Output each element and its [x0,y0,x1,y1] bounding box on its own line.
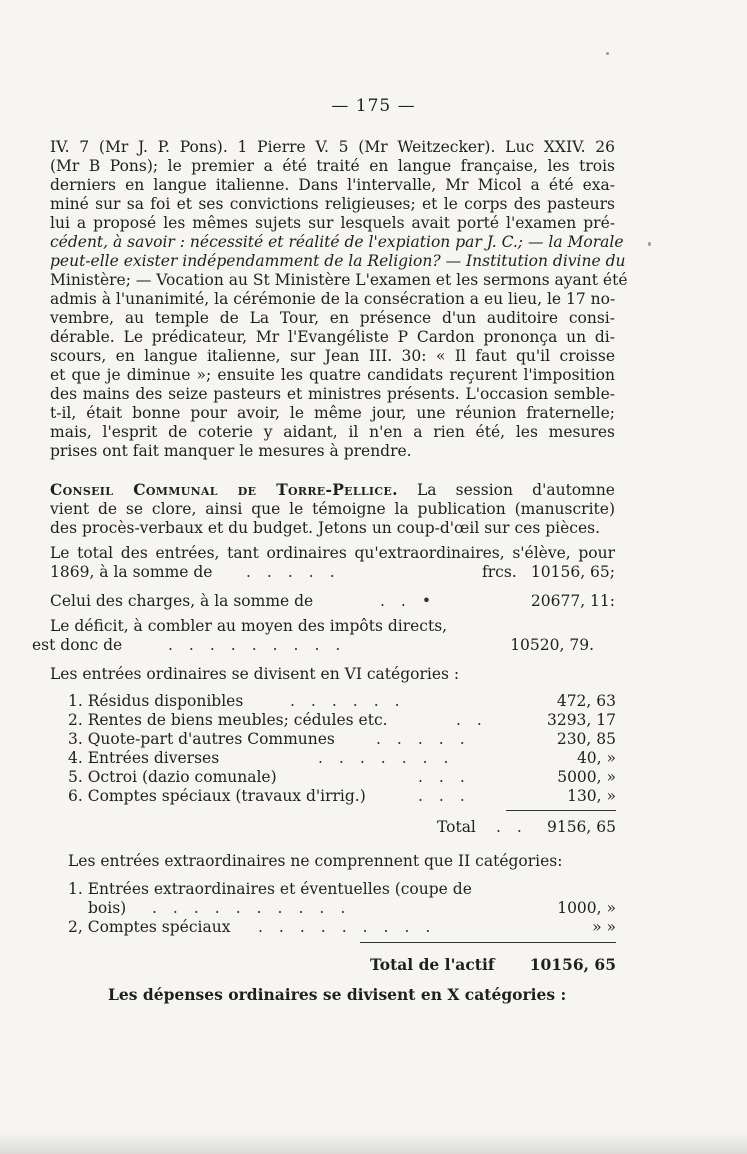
section-heading: Conseil Communal de Torre-Pellice. [50,480,398,499]
extraordinaires-item: bois) .......... 1000, » [88,899,616,917]
paper-speck [648,242,651,246]
actif-total-value: 10156, 65 [529,955,616,974]
extraordinaires-item: 2, Comptes spéciaux ......... » » [68,918,616,936]
ordinaires-header: Les entrées ordinaires se divisent en VI catégories : [50,665,460,683]
text-line: scours, en langue italienne, sur Jean III. 30: « Il faut qu'il croisse [50,347,615,365]
currency-unit: frcs. [482,563,517,581]
page-number: — 175 — [331,96,416,116]
text-line: IV. 7 (Mr J. P. Pons). 1 Pierre V. 5 (Mr Weitzecker). Luc XXIV. 26 [50,138,615,156]
text-line: Ministère; — Vocation au St Ministère L'examen et les sermons ayant été [50,271,628,289]
conseil-paragraph [50,480,615,538]
sum-rule [360,942,616,943]
text-line: et que je diminue »; ensuite les quatre candidats reçurent l'imposition [50,366,615,384]
text-line: miné sur sa foi et ses convictions religieuses; et le corps des pasteurs [50,195,615,213]
depenses-header: Les dépenses ordinaires se divisent en X catégories : [108,985,567,1004]
text-line: dérable. Le prédicateur, Mr l'Evangéliste P Cardon prononça un di- [50,328,615,346]
ordinaires-item: 5. Octroi (dazio comunale) ... 5000, » [68,768,616,786]
ordinaires-item: 6. Comptes spéciaux (travaux d'irrig.) ... 130, » [68,787,616,805]
entrees-total-value: 10156, 65; [530,563,615,581]
text-line: vient de se clore, ainsi que le témoigne la publication (manuscrite) [50,500,615,518]
intro-paragraph [50,138,628,461]
book-page: — 175 — IV. 7 (Mr J. P. Pons). 1 Pierre V. 5 (Mr Weitzecker). Luc XXIV. 26 (Mr B Pons); le premier a été traité en langue française, les trois derniers en langue italienne. Dans l'intervalle, Mr Micol a été exa- miné sur sa foi et ses convictions religieuses; et le corps des pasteurs lui a proposé les mêmes sujets sur lesquels avait porté l'examen pré- cédent, à savoir : nécessité et réalité de l'expiation par J. C.; — la Morale peut-elle exister indépendamment de la Religion? — Institution divine du Ministère; — Vocation au St Ministère L'examen et les sermons ayant été admis à l'unanimité, la cérémonie de la consécration a eu lieu, le 17 no- vembre, au temple de La Tour, en présence d'un auditoire consi- dérable. Le prédicateur, Mr l'Evangéliste P Cardon prononça un di- scours, en langue italienne, sur Jean III. 30: « Il faut qu'il croisse et que je diminue »; ensuite les quatre candidats reçurent l'imposition des mains des seize pasteurs et ministres présents. L'occasion semble- t-il, était bonne pour avoir, le même jour, une réunion fraternelle; mais, l'esprit de coterie y aidant, il n'en a rien été, les mesures prises ont fait manquer le mesures à prendre. Conseil Communal de Torre-Pellice. La session d'automne vient de se clore, ainsi que le témoigne la publication (manuscrite) des procès-verbaux et du budget. Jetons un coup-d'œil sur ces pièces. Le total des entrées, tant ordinaires qu'extraordinaires, s'élève, pour 1869, à la somme de ..... frcs. 10156, 65; Celui des charges, à la somme de ..• 20677, 11: Le déficit, à combler au moyen des impôts directs, est donc de ......... 10520, 79. Les entrées ordinaires se divisent en VI catégories : 1. Résidus disponibles ...... 472, 63 2. Rentes de biens meubles; cédules etc. .. 3293, 17 3. Quote-part d'autres Communes ..... 230, 85 4. Entrées diverses ....... 40, » 5. Octroi (dazio comunale) ... 5000, » 6. Comptes spéciaux (travaux d'irrig.) ... 130, » Total .. 9156, 65 Les entrées extraordinaires ne comprennent que II catégories: 1. Entrées extraordinaires et éventuelles (coupe de bois) .......... 1000, » 2, Comptes spéciaux ......... » » Total de l'actif 10156, 65 Les dépenses ordinaires se divisent en X catégories : [0,0,747,1154]
sum-rule [506,810,616,811]
text-line: (Mr B Pons); le premier a été traité en langue française, les trois [50,157,615,175]
text-line: vembre, au temple de La Tour, en présence d'un auditoire consi- [50,309,615,327]
ordinaires-item: 2. Rentes de biens meubles; cédules etc. .. 3293, 17 [68,711,616,729]
text-line: Conseil Communal de Torre-Pellice. La session d'automne [50,480,615,499]
text-line: t-il, était bonne pour avoir, le même jour, une réunion fraternelle; [50,404,615,422]
ordinaires-item: 1. Résidus disponibles ...... 472, 63 [68,692,616,710]
deficit-line1: Le déficit, à combler au moyen des impôts directs, [50,617,448,635]
text-line: mais, l'esprit de coterie y aidant, il n'en a rien été, les mesures [50,423,615,441]
text-line: admis à l'unanimité, la cérémonie de la consécration a eu lieu, le 17 no- [50,290,616,308]
entrees-total-line2: 1869, à la somme de ..... frcs. 10156, 65; [50,563,615,581]
text-line: prises ont fait manquer le mesures à prendre. [50,442,412,460]
ordinaires-item: 4. Entrées diverses ....... 40, » [68,749,616,767]
text-line: des mains des seize pasteurs et ministres présents. L'occasion semble- [50,385,615,403]
extraordinaires-item: 1. Entrées extraordinaires et éventuelles (coupe de [68,880,472,898]
text-line: peut-elle exister indépendamment de la Religion? — Institution divine du [50,252,626,270]
charges-value: 20677, 11: [530,592,615,610]
charges-line: Celui des charges, à la somme de ..• 20677, 11: [50,592,615,610]
text-line: des procès-verbaux et du budget. Jetons un coup-d'œil sur ces pièces. [50,519,601,537]
text-line: cédent, à savoir : nécessité et réalité de l'expiation par J. C.; — la Morale [50,233,624,251]
ordinaires-total-value: 9156, 65 [546,818,616,836]
paper-speck [606,52,609,55]
page-edge-shadow [0,1132,747,1154]
ordinaires-item: 3. Quote-part d'autres Communes ..... 230, 85 [68,730,616,748]
extraordinaires-header: Les entrées extraordinaires ne comprennent que II catégories: [68,852,563,870]
deficit-line2: est donc de ......... 10520, 79. [32,636,594,654]
text-line: derniers en langue italienne. Dans l'intervalle, Mr Micol a été exa- [50,176,615,194]
actif-total: Total de l'actif 10156, 65 [370,955,616,974]
text-line: lui a proposé les mêmes sujets sur lesquels avait porté l'examen pré- [50,214,615,232]
ordinaires-total: Total .. 9156, 65 [437,818,616,836]
deficit-value: 10520, 79. [510,636,594,654]
